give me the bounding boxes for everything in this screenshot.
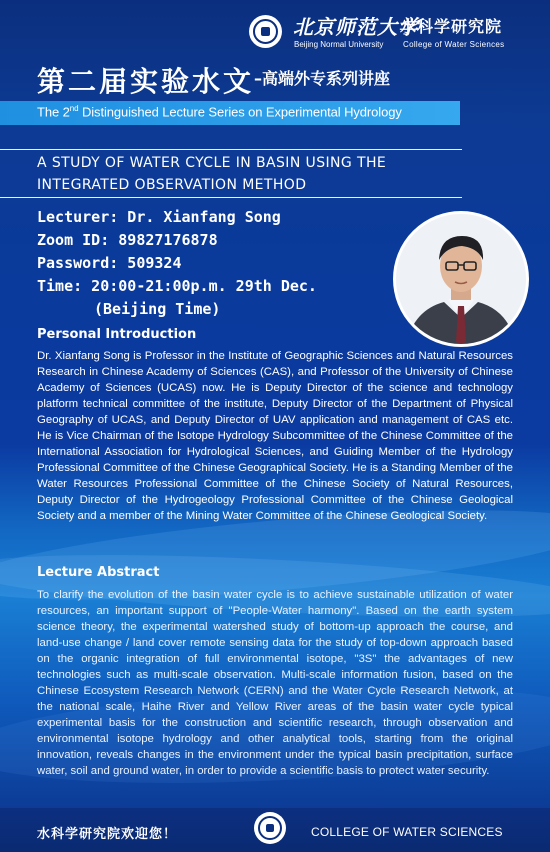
divider (0, 197, 462, 198)
lecture-time: Time: 20:00-21:00p.m. 29th Dec. (37, 277, 317, 295)
lecture-abstract-heading: Lecture Abstract (37, 565, 160, 580)
footer-welcome-cn: 水科学研究院欢迎您！ (37, 827, 178, 842)
lecturer-portrait (393, 211, 529, 347)
university-name-en: Beijing Normal University (294, 40, 384, 49)
personal-introduction-heading: Personal Introduction (37, 327, 197, 342)
series-title-en: The 2nd Distinguished Lecture Series on Experimental Hydrology (37, 104, 402, 120)
lecture-timezone: (Beijing Time) (94, 300, 221, 318)
footer-college-en: COLLEGE OF WATER SCIENCES (311, 825, 503, 839)
lecturer-name: Lecturer: Dr. Xianfang Song (37, 208, 281, 226)
personal-introduction-text: Dr. Xianfang Song is Professor in the Institute of Geographic Sciences and Natural Resources Research in Chinese Academy of Sciences (CAS), and Professor of the University of Chinese Academy of Sciences (UCAS) now. He is Deputy Director of the science and technology platform technical committee of the institute, Deputy Director of the Department of Physical Geography of UCAS, and Deputy Director of UAV application and management of CAS etc. He is Vice Chairman of the Isotope Hydrology Subcommittee of the Chinese Committee of the International Association for Hydrological Sciences, and Guiding Member of the Hydrology Professional Committee of the Chinese Geographical Society. He is a Standing Member of the Water Resources Professional Committee of the Chinese Society of Natural Resources, Deputy Director of the Hydrogeology Professional Committee of the Chinese Geological Society and a member of the Mining Water Committee of the Chinese Geological Society. (37, 350, 513, 522)
series-subtitle-cn: –高端外专系列讲座 (254, 69, 391, 88)
university-seal-icon (254, 812, 286, 844)
divider (0, 149, 462, 150)
zoom-password: Password: 509324 (37, 254, 182, 272)
series-title-cn: 第二届实验水文 (37, 65, 255, 98)
university-name-cn: 北京师范大学 (293, 15, 419, 39)
university-seal-icon (249, 15, 282, 48)
lecturer-portrait-icon (396, 214, 526, 344)
zoom-id: Zoom ID: 89827176878 (37, 231, 218, 249)
college-name-cn: 水科学研究院 (400, 17, 503, 36)
lecture-abstract-text: To clarify the evolution of the basin water cycle is to achieve sustainable utilization of water resources, an important support of "People-Water harmony". Based on the earth system science theory, the experimental watershed study of bottom-up approach the course, and land-use change / land cover remote sensing data for the study of top-down approach based on the organic integration of full environmental isotope, "3S" the advantages of new technologies such as multi-scale observation. Multi-scale information fusion, based on the Chinese Ecosystem Research Network (CERN) and the Water Cycle Research Network, at the national scale, Haihe River and Yellow River areas of the basin water cycle typical experimental basis for the construction and scientific research, through observation and environmental isotope hydrology and other analytical tools, starting from the original innovation, reveals changes in the environment under the typical basin precipitation, surface water, soil and ground water, in order to provide a scientific basis to protect water security. (37, 589, 513, 777)
talk-title: A STUDY OF WATER CYCLE IN BASIN USING THE INTEGRATED OBSERVATION METHOD (37, 155, 387, 193)
college-name-en: College of Water Sciences (403, 40, 505, 49)
